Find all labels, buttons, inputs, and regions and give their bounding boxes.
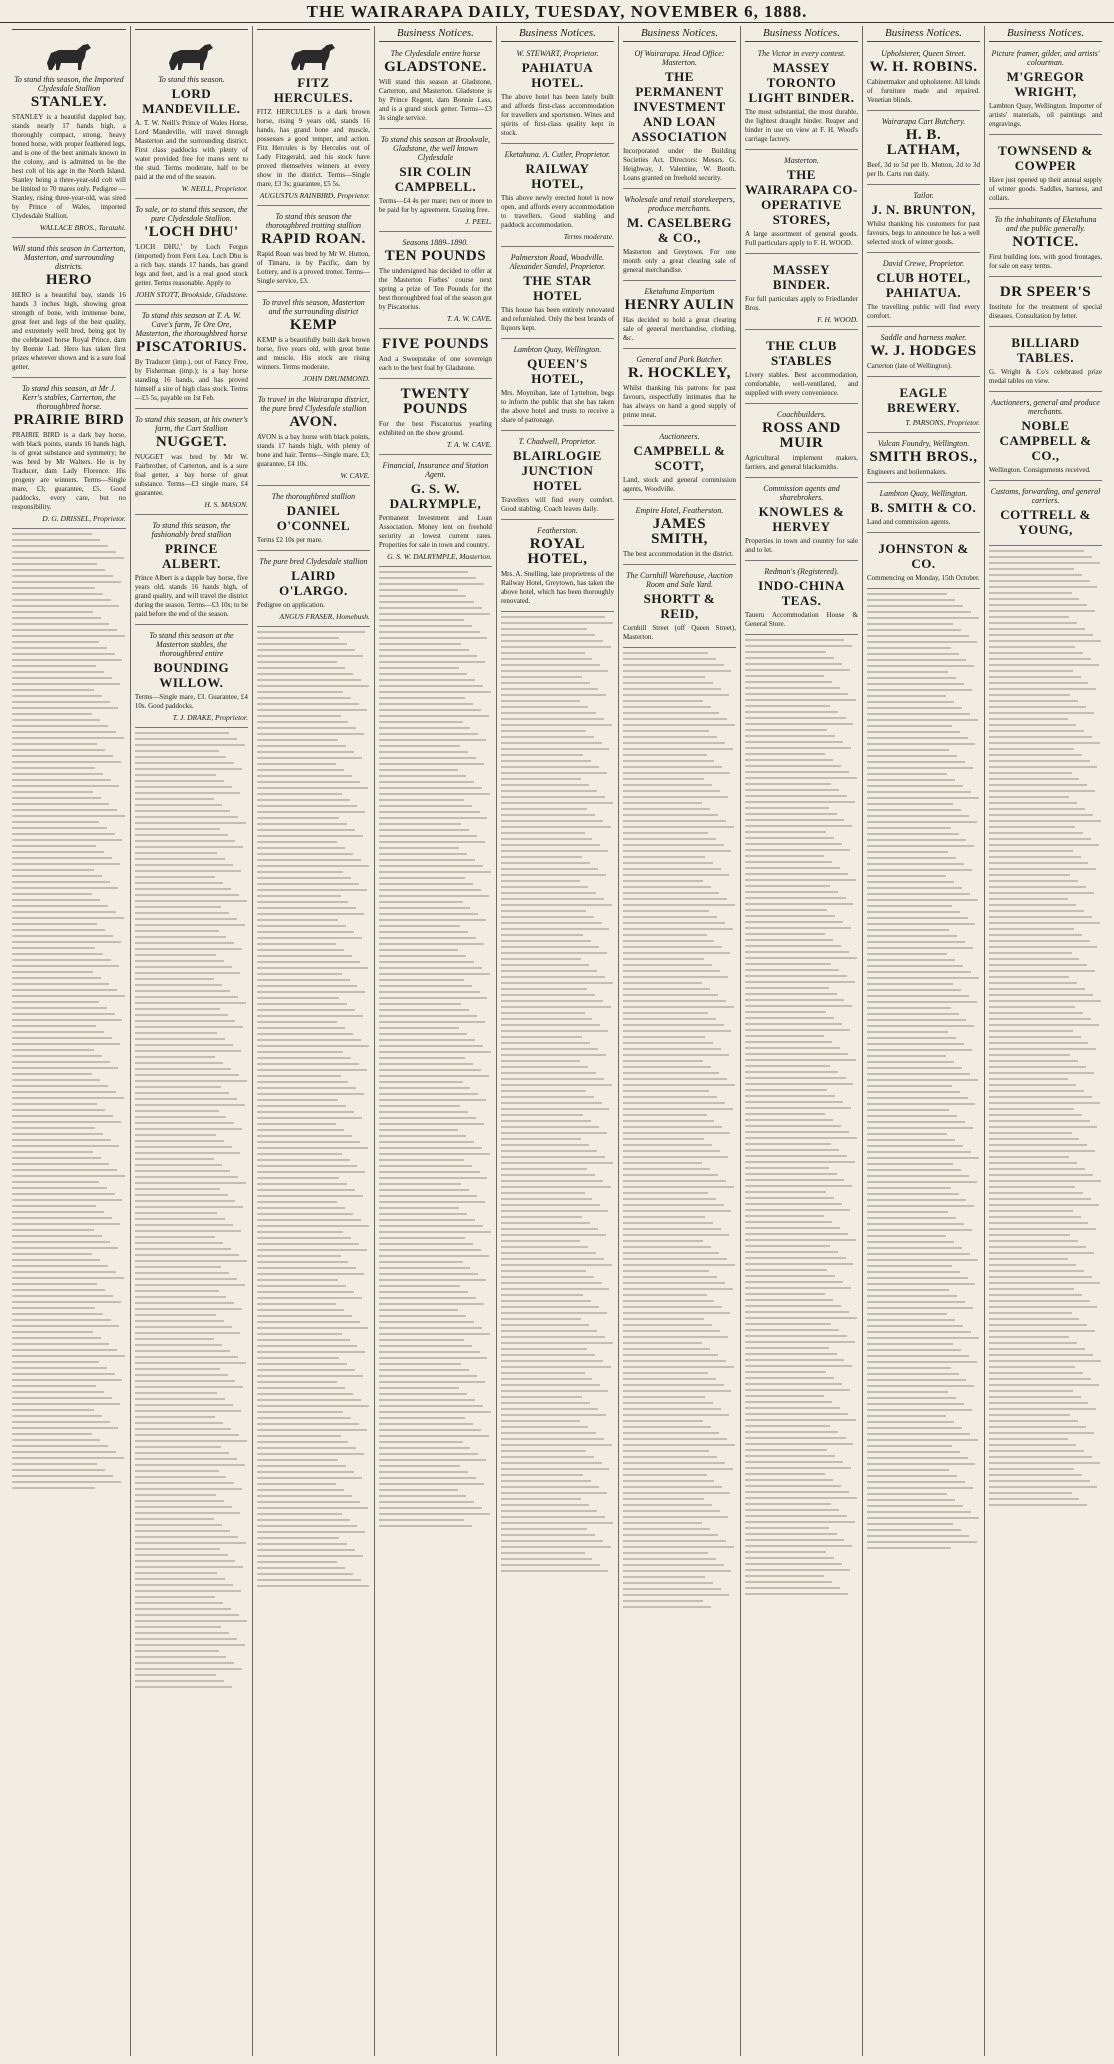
- ad-subtitle: To stand this season, the Imported Clydesdale Stallion: [14, 75, 124, 93]
- advertisement: [989, 46, 1102, 135]
- advertisement: [623, 46, 736, 189]
- ad-title: FIVE POUNDS: [382, 336, 489, 352]
- advertisement: [135, 308, 248, 409]
- ad-title: HERO: [45, 272, 93, 288]
- ad-body: Wellington. Consignments received.: [989, 466, 1091, 474]
- horse-engraving-icon: [12, 39, 126, 73]
- advertisement: [501, 250, 614, 339]
- advertisement: [501, 46, 614, 144]
- column-header: Business Notices.: [501, 26, 614, 42]
- advertisement: [135, 518, 248, 625]
- ad-signature: D. G. DRISSEL, Proprietor.: [42, 514, 126, 523]
- ad-title: KNOWLES & HERVEY: [758, 504, 845, 534]
- advertisement: [501, 342, 614, 431]
- ad-body: Land and commission agents.: [866, 518, 951, 526]
- ad-subtitle: David Crewe, Proprietor.: [882, 259, 965, 268]
- ad-body: By Traducer (imp.), out of Fancy Free, by Fisherman (imp.); is a bay horse standing 16 hands, and has proved himself a sire of high class stock. Terms—£5 5s, payable on 1st Feb.: [134, 358, 248, 402]
- ad-subtitle: To travel this season, Masterton and the surrounding district: [262, 298, 365, 316]
- ad-title: FITZ HERCULES.: [273, 75, 354, 105]
- ad-subtitle: Wholesale and retail storekeepers, produce merchants.: [624, 195, 735, 213]
- columns: [8, 26, 1106, 2056]
- ad-signature: T. PARSONS, Proprietor.: [905, 418, 980, 427]
- ad-subtitle: Lambton Quay, Wellington.: [879, 489, 968, 498]
- ad-body: STANLEY is a beautiful dappled bay, stands nearly 17 hands high, a thoroughly compact, strong, heavy boned horse, with proper feathered legs, and is one of the best animals known in the colony, and is admitted to be the best colt of his age in the North Island. Stanley being a three-year-old colt will be limited to 70 mares only. Pedigree — Stanley, rising three-year-old, was sired by Prince of Wales, imported Clydesdale Stallion.: [12, 113, 126, 220]
- ad-title: ROYAL HOTEL,: [527, 536, 588, 567]
- ad-subtitle: Seasons 1889–1890.: [402, 238, 469, 247]
- ad-title: MASSEY BINDER.: [772, 262, 831, 292]
- ad-subtitle: General and Pork Butcher.: [636, 355, 723, 364]
- ad-body: Agricultural implement makers, farriers, and general blacksmiths.: [744, 454, 858, 471]
- advertisement: [257, 209, 370, 292]
- advertisement: [623, 568, 736, 648]
- ad-body: Have just opened up their annual supply of winter goods. Saddles, harness, and collars.: [989, 176, 1103, 202]
- column-header: Business Notices.: [867, 26, 980, 42]
- ad-body: This house has been entirely renovated and refurnished. Only the best brands of liquors kept.: [500, 306, 614, 332]
- ad-title: 'LOCH DHU': [144, 224, 239, 240]
- ad-subtitle: The Victor in every contest.: [757, 49, 846, 58]
- advertisement: [501, 523, 614, 612]
- ad-body: A. T. W. Neill's Prince of Wales Horse, Lord Mandeville, will travel through Masterton and the surrounding district. First class paddocks with plenty of water provided free for mares sent to the stud. Terms moderate, half to be paid at the end of the season.: [134, 119, 248, 181]
- ad-body: Livery stables. Best accommodation, comfortable, well-ventilated, and supplied with every convenience.: [744, 371, 858, 397]
- ad-subtitle: Featherston.: [537, 526, 578, 535]
- ad-title: HENRY AULIN: [624, 297, 735, 313]
- ad-subtitle: Saddle and harness maker.: [880, 333, 967, 342]
- ad-signature: T. J. DRAKE, Proprietor.: [172, 713, 248, 722]
- ad-title: SMITH BROS.,: [869, 449, 978, 465]
- ad-subtitle: To stand this season, at his owner's farm, the Cart Stallion: [135, 415, 248, 433]
- column-5: [496, 26, 618, 2056]
- ad-title: TEN POUNDS: [384, 248, 487, 264]
- ad-title: M'GREGOR WRIGHT,: [1006, 69, 1085, 99]
- ad-subtitle: Redman's (Registered).: [764, 567, 839, 576]
- advertisement: [745, 257, 858, 330]
- ad-body: Commencing on Monday, 15th October.: [866, 574, 980, 582]
- ad-title: PRAIRIE BIRD: [13, 412, 125, 428]
- ad-signature: T. A. W. CAVE.: [446, 314, 492, 323]
- ad-body: Incorporated under the Building Societies Act. Directors: Messrs. G. Heighway, J. Valentine, W. Booth. Loans granted on freehold security.: [622, 147, 736, 182]
- advertisement: [989, 280, 1102, 327]
- ad-title: BLAIRLOGIE JUNCTION HOTEL: [513, 448, 602, 493]
- advertisement: [379, 235, 492, 329]
- advertisement: [379, 132, 492, 232]
- ad-body: Will stand this season at Gladstone, Carterton, and Masterton. Gladstone is by Prince Regent, dam Bonnie Lass, and is a grand stock getter. Terms—£3 3s single service.: [378, 78, 492, 122]
- horse-engraving-icon: [257, 39, 370, 73]
- ad-title: COTTRELL & YOUNG,: [1000, 507, 1091, 537]
- advertisement: [745, 153, 858, 254]
- ad-title: W. J. HODGES: [870, 343, 977, 359]
- advertisement: [623, 352, 736, 426]
- advertisement: [501, 147, 614, 247]
- ad-body: NUGGET was bred by Mr W. Fairbrother, of Carterton, and is a sure foal getter, a bay horse of great substance. Terms—£3 single mare, £4 guarantee.: [134, 453, 248, 497]
- advertisement: [867, 46, 980, 111]
- ad-title: DANIEL O'CONNEL: [276, 503, 351, 533]
- ad-signature: W. NEILL, Proprietor.: [181, 184, 248, 193]
- advertisement: [135, 412, 248, 515]
- advertisement: [989, 330, 1102, 392]
- ad-body: The undersigned has decided to offer at the Masterton Forbes' course next spring a prize of Ten Pounds for the best thoroughbred foal of the season got by Piscatorius.: [378, 267, 492, 311]
- ad-subtitle: Customs, forwarding, and general carriers.: [990, 487, 1101, 505]
- ad-title: R. HOCKLEY,: [628, 365, 731, 381]
- advertisement: [745, 407, 858, 478]
- ad-title: EAGLE BREWERY.: [887, 385, 960, 415]
- ad-title: LAIRD O'LARGO.: [279, 568, 348, 598]
- advertisement: [745, 333, 858, 404]
- ad-signature: JOHN DRUMMOND.: [303, 374, 370, 383]
- advertisement: [867, 114, 980, 185]
- advertisement: [379, 46, 492, 129]
- ad-title: AVON.: [289, 414, 338, 430]
- advertisement: [867, 486, 980, 533]
- advertisement: [379, 332, 492, 379]
- advertisement: [867, 436, 980, 483]
- ad-body: Properties in town and country for sale and to let.: [744, 537, 858, 554]
- ad-subtitle: To sale, or to stand this season, the pure Clydesdale Stallion.: [135, 205, 248, 223]
- ad-subtitle: Vulcan Foundry, Wellington.: [877, 439, 970, 448]
- ad-title: TWENTY POUNDS: [400, 386, 471, 417]
- ad-title: PISCATORIUS.: [135, 339, 247, 355]
- ad-subtitle: The pure bred Clydesdale stallion: [259, 557, 368, 566]
- ad-title: THE STAR HOTEL: [523, 273, 592, 303]
- ad-signature: F. H. WOOD.: [817, 315, 858, 324]
- advertisement: [623, 192, 736, 281]
- advertisement: [623, 284, 736, 349]
- ad-subtitle: To the inhabitants of Eketahuna and the public generally.: [994, 215, 1097, 233]
- column-8: [862, 26, 984, 2056]
- advertisement: [989, 138, 1102, 209]
- ad-body: Masterton and Greytown. For one month only a great clearing sale of general merchandise.: [622, 248, 736, 274]
- ad-title: RAILWAY HOTEL,: [525, 161, 590, 191]
- column-2: [130, 26, 252, 2056]
- column-header: Business Notices.: [379, 26, 492, 42]
- advertisement: [135, 202, 248, 305]
- ad-title: INDO-CHINA TEAS.: [758, 578, 845, 608]
- ad-signature: G. S. W. DALRYMPLE, Masterton.: [387, 552, 492, 561]
- ad-body: For the best Piscatorius yearling exhibited on the show ground.: [378, 420, 492, 437]
- ad-subtitle: The Clydesdale entire horse: [390, 49, 481, 58]
- fine-print-texture: [989, 550, 1102, 1506]
- ad-title: QUEEN'S HOTEL,: [527, 356, 588, 386]
- ad-signature: W. CAVE.: [340, 471, 370, 480]
- ad-body: Carterton (late of Wellington).: [866, 362, 952, 370]
- ad-title: JAMES SMITH,: [651, 516, 708, 547]
- ad-subtitle: To travel in the Wairarapa district, the pure bred Clydesdale stallion: [257, 395, 370, 413]
- ad-body: Prince Albert is a dapple bay horse, five years old, stands 16 hands high, of grand quality, and will travel the district during the season. Terms—£3 10s; to be paid before the end of the season.: [134, 574, 248, 618]
- advertisement: [12, 34, 126, 238]
- fine-print-texture: [501, 616, 614, 1572]
- ad-body: A large assortment of general goods. Full particulars apply to F. H. WOOD.: [744, 230, 858, 247]
- advertisement: [745, 46, 858, 150]
- ad-title: THE WAIRARAPA CO-OPERATIVE STORES,: [745, 167, 858, 227]
- fine-print-texture: [12, 533, 126, 1489]
- ad-body: AVON is a bay horse with black points, stands 17 hands high, with plenty of bone and hair. Terms—Single mare, £3; guarantee, £4 10s.: [256, 433, 370, 468]
- ad-title: ROSS AND MUIR: [762, 420, 841, 451]
- ad-body: Land, stock and general commission agents, Woodville.: [622, 476, 736, 493]
- ad-signature: Terms moderate.: [563, 232, 614, 241]
- ad-subtitle: Upholsterer, Queen Street.: [881, 49, 966, 58]
- advertisement: [379, 458, 492, 567]
- ad-title: RAPID ROAN.: [261, 231, 366, 247]
- ad-body: Pedigree on application.: [256, 601, 325, 609]
- ad-title: SIR COLIN CAMPBELL.: [394, 164, 477, 194]
- ad-subtitle: Financial, Insurance and Station Agent.: [382, 461, 489, 479]
- ad-title: DR SPEER'S: [999, 284, 1092, 300]
- advertisement: [379, 382, 492, 455]
- advertisement: [989, 484, 1102, 546]
- ad-title: PRINCE ALBERT.: [162, 541, 221, 571]
- ad-signature: T. A. W. CAVE.: [446, 440, 492, 449]
- advertisement: [867, 380, 980, 433]
- masthead: THE WAIRARAPA DAILY, TUESDAY, NOVEMBER 6, 1888.: [0, 0, 1114, 23]
- ad-subtitle: The Cornhill Warehouse, Auction Room and Sale Yard.: [626, 571, 733, 589]
- ad-subtitle: Auctioneers, general and produce merchants.: [991, 398, 1100, 416]
- ad-title: THE CLUB STABLES: [766, 338, 837, 368]
- advertisement: [257, 34, 370, 206]
- column-header: [12, 26, 126, 30]
- ad-body: Has decided to hold a great clearing sale of general merchandise, clothing, &c.: [622, 316, 736, 342]
- ad-body: For full particulars apply to Friedlander Bros.: [744, 295, 858, 312]
- advertisement: [745, 481, 858, 561]
- ad-body: And a Sweepstake of one sovereign each to the best foal by Gladstone.: [378, 355, 492, 372]
- ad-subtitle: Will stand this season in Carterton, Masterton, and surrounding districts.: [12, 244, 126, 271]
- fine-print-texture: [623, 652, 736, 1608]
- advertisement: [623, 429, 736, 500]
- ad-body: KEMP is a beautifully built dark brown horse, five years old, with great bone and muscle. His stock are rising winners. Terms moderate.: [256, 336, 370, 371]
- ad-body: The best accommodation in the district.: [622, 550, 734, 558]
- column-3: [252, 26, 374, 2056]
- ad-body: Travellers will find every comfort. Good stabling. Coach leaves daily.: [500, 496, 614, 513]
- ad-body: Terms—Single mare, £3. Guarantee, £4 10s. Good paddocks.: [134, 693, 248, 710]
- ad-title: MASSEY TORONTO LIGHT BINDER.: [748, 60, 855, 105]
- column-7: [740, 26, 862, 2056]
- advertisement: [257, 489, 370, 551]
- column-4: [374, 26, 496, 2056]
- ad-body: Mrs. Moynihan, late of Lyttelton, begs to inform the public that she has taken the above hotel and trusts to receive a share of patronage.: [500, 389, 614, 424]
- ad-body: First building lots, with good frontages, for sale on easy terms.: [989, 253, 1103, 270]
- ad-title: H. B. LATHAM,: [886, 127, 961, 158]
- advertisement: [12, 241, 126, 378]
- advertisement: [623, 503, 736, 565]
- ad-body: Rapid Roan was bred by Mr W. Hutton, of Timaru, is by Pacific, dam by Lottery, and is a proved trotter. Terms—Single service, £3.: [256, 250, 370, 285]
- ad-subtitle: Lambton Quay, Wellington.: [513, 345, 602, 354]
- ad-title: PAHIATUA HOTEL.: [521, 60, 594, 90]
- ad-title: THE PERMANENT INVESTMENT AND LOAN ASSOCIATION: [631, 69, 728, 144]
- advertisement: [867, 188, 980, 253]
- ad-body: Whilst thanking his patrons for past favours, respectfully intimates that he has always on hand a good supply of prime meat.: [622, 384, 736, 419]
- column-header: Business Notices.: [623, 26, 736, 42]
- ad-body: HERO is a beautiful bay, stands 16 hands 3 inches high, showing great strength of bone, with immense bone, great feet and legs of the best quality, and extremely well bred, being got by the celebrated horse Royal Prince, dam by Bonnie Lad. Hero has taken first prizes wherever shown and is a sure foal getter.: [12, 291, 126, 371]
- ad-title: CLUB HOTEL, PAHIATUA.: [876, 270, 971, 300]
- ad-subtitle: Palmerston Road, Woodville. Alexander Sandel, Proprietor.: [509, 253, 606, 271]
- ad-body: FITZ HERCULES is a dark brown horse, rising 9 years old, stands 16 hands, has grand bone and muscle, possesses a good temper, and action. Fitz Hercules is by Hercules out of Lady Fitzgerald, and his stock have proved themselves winners at every show in the district. Terms—Single mare, £3 3s; guarantee, £5 5s.: [256, 108, 370, 188]
- fine-print-texture: [257, 631, 370, 1587]
- ad-body: Cabinetmaker and upholsterer. All kinds of furniture made and repaired. Venetian blinds.: [866, 78, 980, 104]
- advertisement: [257, 392, 370, 486]
- ad-body: The above hotel has been lately built and affords first-class accommodation for travellers and sportsmen. Wines and spirits of first-class quality kept in stock.: [500, 93, 614, 137]
- ad-body: Permanent Investment and Loan Association. Money lent on freehold security at lowest current rates. Properties for sale in town and country.: [378, 514, 492, 549]
- advertisement: [501, 434, 614, 520]
- ad-signature: H. S. MASON.: [204, 500, 248, 509]
- ad-body: The most substantial, the most durable, the lightest draught binder. Reaper and binder in use on view at F. H. Wood's carriage factory.: [744, 108, 858, 143]
- ad-subtitle: Commission agents and sharebrokers.: [763, 484, 840, 502]
- advertisement: [12, 381, 126, 529]
- ad-title: W. H. ROBINS.: [869, 59, 978, 75]
- ad-body: Cornhill Street (off Queen Street), Masterton.: [622, 624, 736, 641]
- ad-title: NOBLE CAMPBELL & CO.,: [999, 418, 1092, 463]
- advertisement: [135, 34, 248, 199]
- ad-body: Terms—£4 4s per mare; two or more to be paid for by agreement. Grazing free.: [378, 197, 492, 214]
- ad-title: JOHNSTON & CO.: [878, 541, 969, 571]
- advertisement: [989, 395, 1102, 481]
- column-header: Business Notices.: [745, 26, 858, 42]
- column-header: Business Notices.: [989, 26, 1102, 42]
- ad-title: KEMP: [289, 317, 337, 333]
- ad-title: LORD MANDEVILLE.: [142, 86, 241, 116]
- column-header: [257, 26, 370, 30]
- ad-title: G. S. W. DALRYMPLE,: [389, 481, 482, 511]
- ad-subtitle: Coachbuilders.: [776, 410, 827, 419]
- ad-title: J. N. BRUNTON,: [871, 202, 976, 217]
- ad-subtitle: To stand this season, the fashionably bred stallion: [151, 521, 232, 539]
- ad-body: PRAIRIE BIRD is a dark bay horse, with black points, stands 16 hands high, is of great substance and symmetry; he was bred by Mr Walters. He is by Traducer, dam Lady Florence. His progeny are winners. Terms—Single mare, £3; guarantee, £5. Good paddocks, every care, but no responsibility.: [12, 431, 126, 511]
- ad-body: Lambton Quay, Wellington. Importer of artists' materials, oil paintings and engravings.: [989, 102, 1103, 128]
- ad-subtitle: Tailor.: [913, 191, 934, 200]
- ad-subtitle: Picture framer, gilder, and artists' colourman.: [991, 49, 1100, 67]
- advertisement: [867, 330, 980, 377]
- ad-subtitle: Wairarapa Cart Butchery.: [881, 117, 966, 126]
- column-6: [618, 26, 740, 2056]
- ad-title: GLADSTONE.: [384, 59, 487, 75]
- ad-subtitle: To stand this season, at Mr J. Kerr's stables, Carterton, the thoroughbred horse.: [21, 384, 116, 411]
- ad-body: This above newly erected hotel is now open, and affords every accommodation to travellers. Good stabling and paddock accommodation.: [500, 194, 614, 229]
- fine-print-texture: [379, 571, 492, 1527]
- ad-signature: JOHN STOTT, Brookside, Gladstone.: [135, 290, 248, 299]
- fine-print-texture: [867, 593, 980, 1549]
- advertisement: [867, 256, 980, 327]
- ad-body: Whilst thanking his customers for past favours, begs to announce he has a well selected stock of winter goods.: [866, 220, 980, 246]
- ad-title: NOTICE.: [1012, 234, 1079, 250]
- ad-subtitle: Eketahuna. A. Cutler, Proprietor.: [504, 150, 611, 159]
- ad-body: Taueru Accommodation House & General Store.: [744, 611, 858, 628]
- column-1: [8, 26, 130, 2056]
- ad-body: Engineers and boilermakers.: [866, 468, 947, 476]
- ad-title: M. CASELBERG & CO.,: [626, 215, 732, 245]
- ad-title: SHORTT & REID,: [643, 591, 716, 621]
- ad-body: 'LOCH DHU,' by Loch Fergus (imported) from Fern Lea. Loch Dhu is a rich bay, stands 17 hands, has grand legs and feet, and is a real good stock getter. Terms reasonable. Apply to: [134, 243, 248, 287]
- ad-subtitle: To stand this season the thoroughbred trotting stallion: [265, 212, 361, 230]
- ad-title: NUGGET.: [155, 434, 227, 450]
- ad-title: CAMPBELL & SCOTT,: [633, 443, 726, 473]
- ad-body: Terms £2 10s per mare.: [256, 536, 323, 544]
- fine-print-texture: [135, 732, 248, 1688]
- ad-subtitle: Masterton.: [784, 156, 819, 165]
- advertisement: [257, 295, 370, 389]
- ad-body: Mrs. A. Snelling, late proprietress of the Railway Hotel, Greytown, has taken the above hotel, which has been thoroughly renovated.: [500, 570, 614, 605]
- ad-subtitle: Auctioneers.: [659, 432, 700, 441]
- advertisement: [989, 212, 1102, 277]
- ad-subtitle: Eketahuna Emporium: [644, 287, 715, 296]
- advertisement: [745, 564, 858, 635]
- ad-signature: ANGUS FRASER, Homebush.: [279, 612, 370, 621]
- advertisement: [135, 628, 248, 728]
- ad-subtitle: To stand this season at the Masterton stables, the thoroughbred entire: [149, 631, 234, 658]
- advertisement: [867, 536, 980, 589]
- ad-title: BILLIARD TABLES.: [1011, 335, 1080, 365]
- ad-subtitle: To stand this season at Brookvale, Gladstone, the well known Clydesdale: [380, 135, 491, 162]
- ad-subtitle: Of Wairarapa. Head Office: Masterton.: [634, 49, 725, 67]
- ad-body: G. Wright & Co's celebrated prize medal tables on view.: [989, 368, 1103, 385]
- ad-signature: WALLACE BROS., Taratahi.: [39, 223, 126, 232]
- ad-title: BOUNDING WILLOW.: [153, 660, 230, 690]
- ad-signature: J. PEEL.: [465, 217, 492, 226]
- ad-subtitle: To stand this season at T. A. W. Cave's farm, Te Ore Ore, Masterton, the thoroughbred horse: [135, 311, 248, 338]
- ad-subtitle: T. Chadwell, Proprietor.: [518, 437, 597, 446]
- ad-title: B. SMITH & CO.: [870, 500, 977, 515]
- fine-print-texture: [745, 639, 858, 1595]
- horse-engraving-icon: [135, 39, 248, 73]
- column-header: [135, 26, 248, 30]
- ad-body: Beef, 3d to 5d per lb. Mutton, 2d to 3d per lb. Carts run daily.: [866, 161, 980, 178]
- ad-subtitle: The thoroughbred stallion: [271, 492, 356, 501]
- ad-title: TOWNSEND & COWPER: [998, 143, 1093, 173]
- ad-signature: AUGUSTUS RAINBIRD, Proprietor.: [259, 191, 370, 200]
- ad-title: STANLEY.: [30, 94, 107, 110]
- ad-subtitle: Empire Hotel, Featherston.: [635, 506, 724, 515]
- ad-subtitle: To stand this season.: [158, 75, 225, 84]
- advertisement: [257, 554, 370, 627]
- ad-body: Institute for the treatment of special diseases. Consultation by letter.: [989, 303, 1103, 320]
- ad-body: The travelling public will find every comfort.: [866, 303, 980, 320]
- ad-subtitle: W. STEWART, Proprietor.: [516, 49, 599, 58]
- column-9: [984, 26, 1106, 2056]
